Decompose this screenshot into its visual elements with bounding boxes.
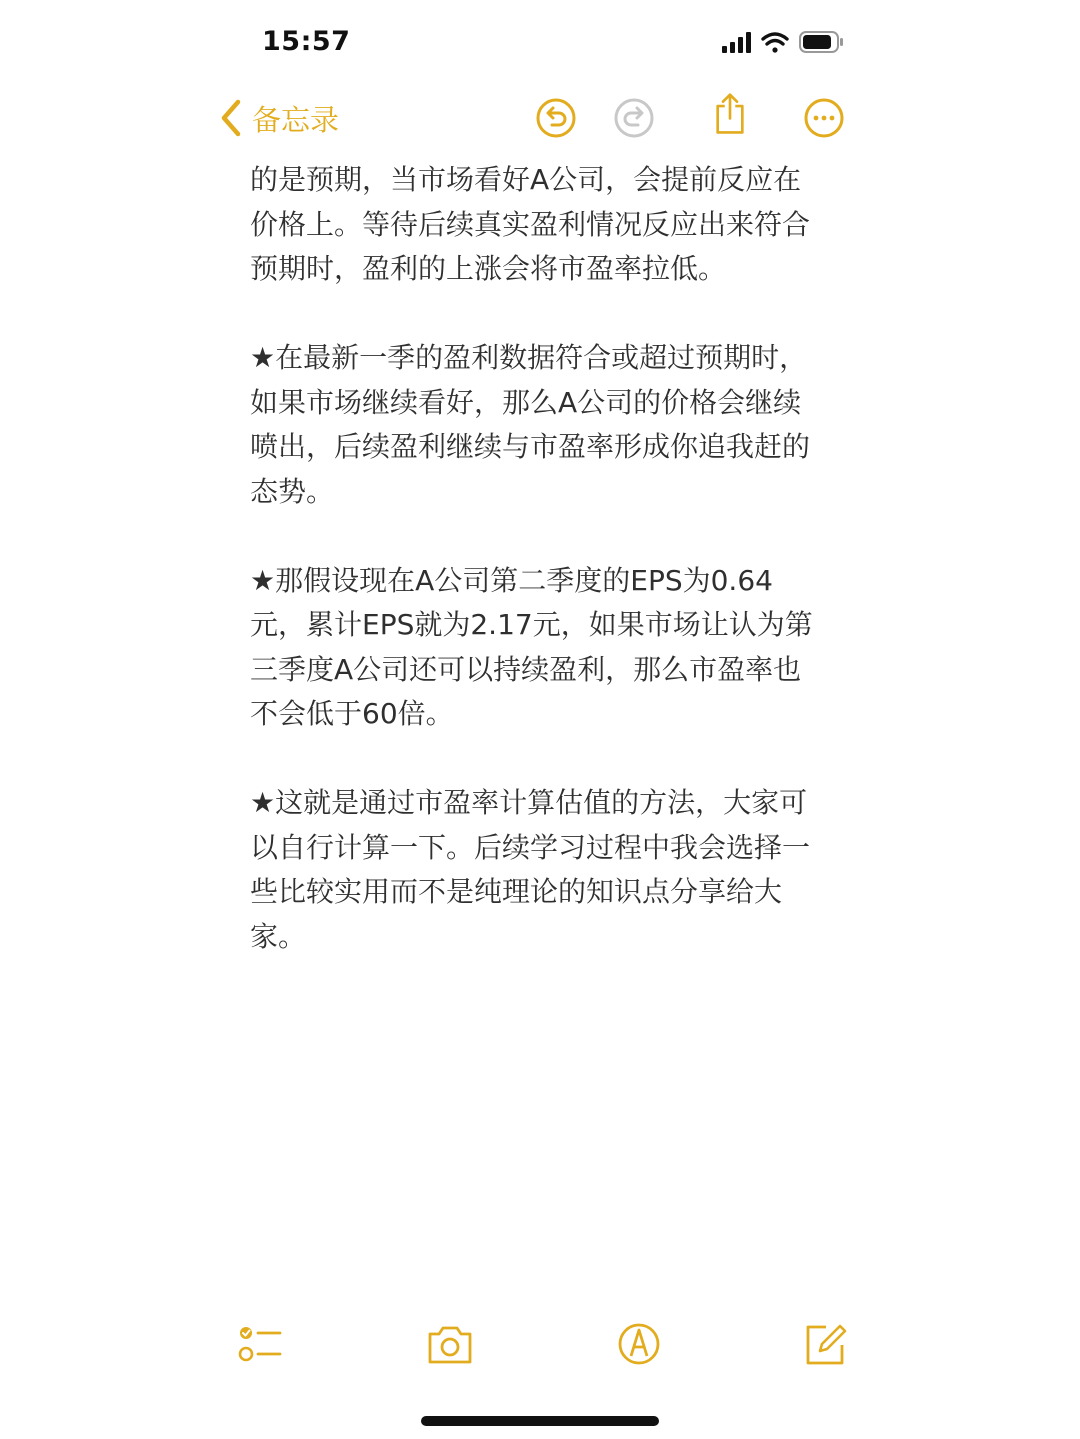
note-body[interactable] xyxy=(250,158,820,1004)
status-bar xyxy=(0,0,1080,80)
wifi-icon xyxy=(763,34,787,53)
note-paragraph: ★那假设现在A公司第二季度的EPS为0.64元，累计EPS就为2.17元，如果市场让认为第三季度A公司还可以持续盈利，那么市盈率也不会低于60倍。 xyxy=(250,563,813,730)
status-time: 15:57 xyxy=(262,26,351,57)
undo-icon[interactable] xyxy=(534,96,578,140)
note-paragraph: ★这就是通过市盈率计算估值的方法，大家可以自行计算一下。后续学习过程中我会选择一些比较实用而不是纯理论的知识点分享给大家。 xyxy=(250,786,811,953)
cellular-signal-icon xyxy=(722,32,751,53)
compose-icon[interactable] xyxy=(800,1318,852,1370)
bottom-toolbar xyxy=(0,1318,1080,1374)
checklist-icon[interactable] xyxy=(234,1318,286,1370)
nav-bar xyxy=(0,90,1080,150)
back-button[interactable] xyxy=(218,90,339,146)
status-icons xyxy=(720,28,845,56)
more-icon[interactable] xyxy=(802,96,846,140)
note-paragraph: ★在最新一季的盈利数据符合或超过预期时，如果市场继续看好，那么A公司的价格会继续喷出，后续盈利继续与市盈率形成你追我赶的态势。 xyxy=(250,341,811,508)
note-paragraph: 的是预期，当市场看好A公司，会提前反应在价格上。等待后续真实盈利情况反应出来符合预期时，盈利的上涨会将市盈率拉低。 xyxy=(250,163,811,285)
share-icon[interactable] xyxy=(708,92,752,136)
chevron-left-icon xyxy=(218,98,244,138)
battery-icon xyxy=(800,32,843,52)
camera-icon[interactable] xyxy=(424,1318,476,1370)
redo-icon[interactable] xyxy=(612,96,656,140)
home-indicator[interactable] xyxy=(421,1416,659,1426)
markup-icon[interactable] xyxy=(613,1318,665,1370)
back-label: 备忘录 xyxy=(252,102,340,137)
